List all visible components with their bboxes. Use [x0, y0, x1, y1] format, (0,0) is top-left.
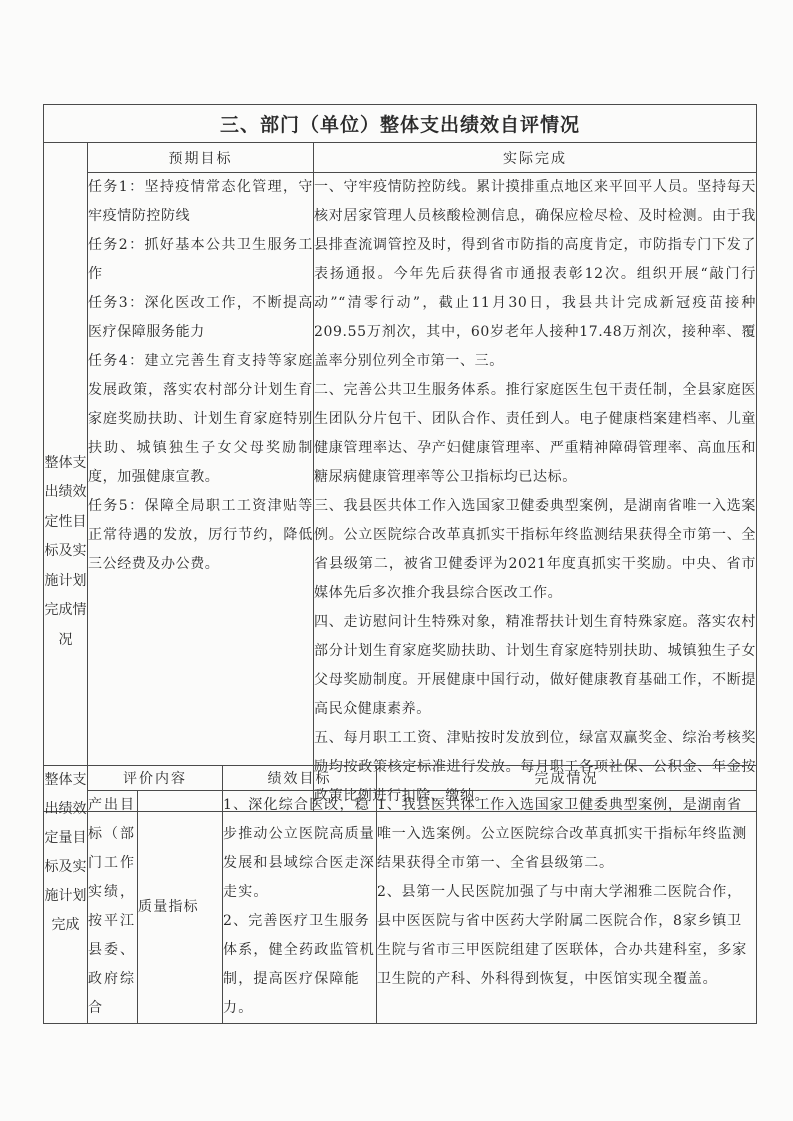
target-cell — [223, 791, 377, 1024]
actual-item: 四、走访慰问计生特殊对象，精准帮扶计划生育特殊家庭。落实农村部分计划生育家庭奖励扶助、计划生育家庭特别扶助、城镇独生子女父母奖励制度。开展健康中国行动，做好健康教育基础工作，不断提高民众健康素养。 — [314, 614, 757, 717]
col-header-actual: 实际完成 — [314, 143, 757, 173]
actual-item: 二、完善公共卫生服务体系。推行家庭医生包干责任制，全县家庭医生团队分片包干、团队合作、责任到人。电子健康档案建档率、儿童健康管理率达、孕产妇健康管理率、严重精神障碍管理率、高血压和糖尿病健康管理率等公卫指标均已达标。 — [314, 382, 757, 485]
col-header-result: 完成情况 — [377, 766, 757, 791]
qualitative-row-label — [44, 143, 88, 812]
quantitative-table — [43, 765, 757, 1024]
result-item: 2、县第一人民医院加强了与中南大学湘雅二医院合作，县中医医院与省中医药大学附属二医院合作，8家乡镇卫生院与省市三甲医院组建了医联体，合办共建科室，多家卫生院的产科、外科得到恢复，中医馆实现全覆盖。 — [377, 884, 747, 987]
category-cell: 产出目标（部门工作实绩，按平江县委、政府综合 — [88, 791, 138, 1024]
expected-item: 任务2：抓好基本公共卫生服务工作 — [88, 237, 313, 282]
qualitative-table — [43, 104, 757, 812]
target-item: 2、完善医疗卫生服务体系，健全药政监管机制，提高医疗保障能力。 — [223, 913, 375, 1016]
actual-item: 三、我县医共体工作入选国家卫健委典型案例，是湖南省唯一入选案例。公立医院综合改革真抓实干指标年终监测结果获得全市第一、全省县级第二，被省卫健委评为2021年度真抓实干奖励。中央、省市媒体先后多次推介我县综合医改工作。 — [314, 498, 757, 601]
target-item: 1、深化综合医改，稳步推动公立医院高质量发展和县域综合医走深走实。 — [223, 797, 375, 900]
col-header-expected: 预期目标 — [88, 143, 314, 173]
col-header-eval: 评价内容 — [88, 766, 223, 791]
actual-results-cell — [314, 173, 757, 812]
expected-item: 任务5：保障全局职工工资津贴等正常待遇的发放，厉行节约，降低三公经费及办公费。 — [88, 498, 313, 572]
expected-goals-cell — [88, 173, 314, 812]
result-item: 1、我县医共体工作入选国家卫健委典型案例，是湖南省唯一入选案例。公立医院综合改革真抓实干指标年终监测结果获得全市第一、全省县级第二。 — [377, 797, 747, 871]
col-header-target: 绩效目标 — [223, 766, 377, 791]
indicator-cell: 质量指标 — [138, 791, 223, 1024]
result-cell — [377, 791, 757, 1024]
actual-item: 一、守牢疫情防控防线。累计摸排重点地区来平回平人员。坚持每天核对居家管理人员核酸检测信息，确保应检尽检、及时检测。由于我县排查流调管控及时，得到省市防指的高度肯定，市防指专门下发了表扬通报。今年先后获得省市通报表彰12次。组织开展“敲门行动”“清零行动”，截止11月30日，我县共计完成新冠疫苗接种209.55万剂次，其中，60岁老年人接种17.48万剂次，接种率、覆盖率分别位列全市第一、三。 — [314, 179, 757, 369]
quantitative-row-label-text: 整体支出绩效定量目标及实施计划完成 — [44, 772, 87, 933]
actual-item: 五、每月职工工资、津贴按时发放到位，绿富双赢奖金、综治考核奖励均按政策核定标准进行发放。每月职工各项社保、公积金、年金按政策比例进行扣除、缴纳。 — [314, 730, 757, 804]
section-title: 三、部门（单位）整体支出绩效自评情况 — [44, 105, 757, 143]
expected-item: 任务1：坚持疫情常态化管理，守牢疫情防控防线 — [88, 179, 313, 224]
expected-item: 任务3：深化医改工作，不断提高医疗保障服务能力 — [88, 295, 313, 340]
qualitative-row-label-text: 整体支出绩效定性目标及实施计划完成情况 — [44, 454, 87, 648]
quantitative-row-label — [44, 766, 88, 1024]
expected-item: 任务4：建立完善生育支持等家庭发展政策，落实农村部分计划生育家庭奖励扶助、计划生育家庭特别扶助、城镇独生子女父母奖励制度，加强健康宣教。 — [88, 353, 313, 485]
